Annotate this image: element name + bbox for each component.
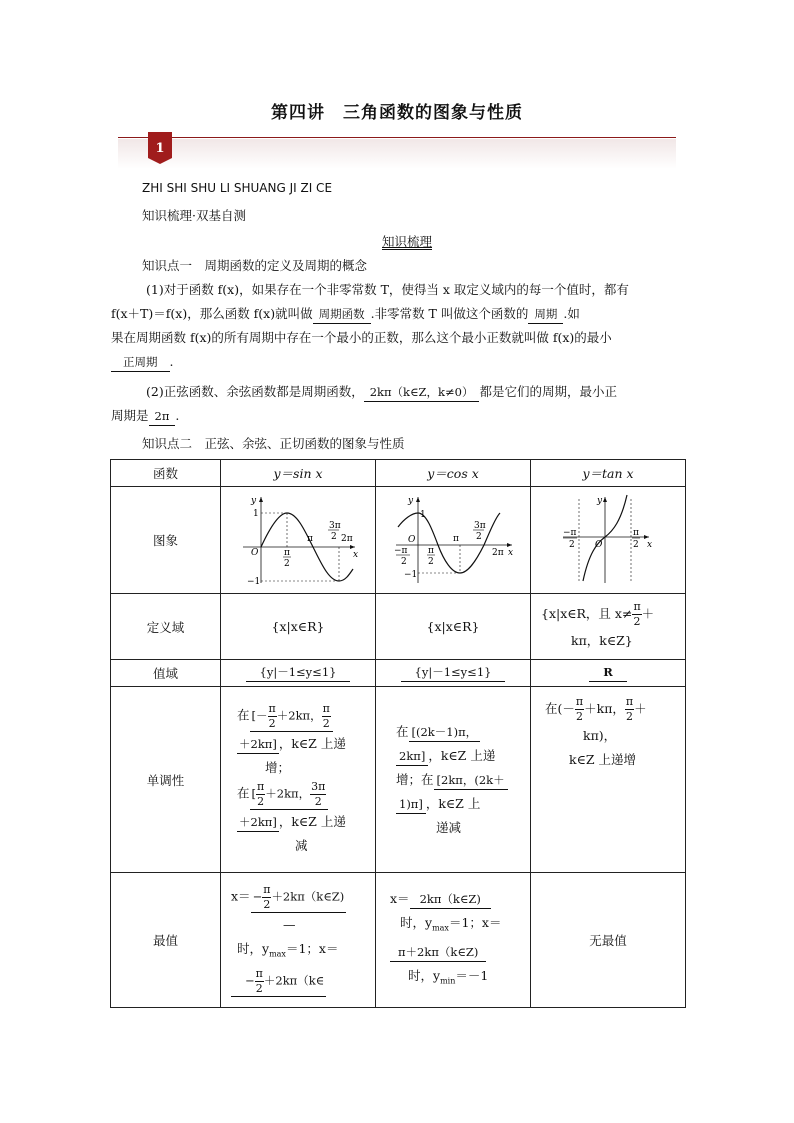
tan-graph-label-pi-over-2-den: 2 [633, 539, 639, 550]
monotonic-tan: 在(－ $\frac{\pi}{2}$ ＋kπ， $\frac{\pi}{2}$ ＋ kπ)， k∈Z 上递增 [531, 687, 686, 873]
domain-tan-den: 2 [633, 615, 641, 628]
header-function: 函数 [111, 460, 221, 487]
cos-graph-label-pi: π [453, 533, 459, 544]
kp1-p2-line1 [146, 380, 691, 404]
cos-graph-label-neg-pi-num: −π [394, 545, 408, 556]
cos-graph-label-3pi-den: 2 [476, 531, 482, 542]
kp1-p2-c: 周期是 [111, 408, 149, 423]
kp1-p1-d: .如 [563, 306, 580, 321]
table-header-row [111, 460, 686, 487]
title-rule-shadow [118, 139, 676, 169]
cos-graph-label-2pi: 2π [492, 547, 504, 558]
subheading: 知识梳理 [382, 234, 433, 249]
sin-graph-label-neg1: −1 [247, 576, 261, 587]
kp1-p1-f: . [169, 354, 174, 369]
kp1-title: 知识点一 周期函数的定义及周期的概念 [142, 258, 368, 273]
domain-tan-b: ＋ [641, 606, 655, 621]
header-sin: y＝sin x [221, 460, 376, 487]
blank-2kpi: 2kπ（k∈Z，k≠0） [364, 384, 480, 402]
kp1-p2-a: (2)正弦函数、余弦函数都是周期函数， [146, 384, 364, 399]
row-graph [111, 487, 686, 594]
kp1-p1-b: f(x＋T)＝f(x)，那么函数 f(x)就叫做 [111, 306, 313, 321]
range-sin: {y|－1≤y≤1} [246, 664, 351, 682]
domain-tan-fraction [632, 600, 641, 629]
trig-table [110, 459, 686, 1008]
cos-graph-label-pi-over-2-den: 2 [428, 556, 434, 567]
kp1-para1 [111, 278, 687, 374]
blank-min-period: 正周期 [111, 354, 170, 372]
domain-tan-num: π [633, 600, 641, 613]
domain-tan-a: {x|x∈R，且 x≠ [541, 606, 633, 621]
cos-graph-label-y: y [408, 495, 414, 506]
label-graph: 图象 [111, 487, 221, 594]
kp1-p1-c: .非零常数 T 叫做这个函数的 [370, 306, 529, 321]
section-pinyin: ZHI SHI SHU LI SHUANG JI ZI CE [142, 181, 333, 195]
row-monotonic [111, 687, 686, 873]
graph-cos-cell [376, 487, 531, 594]
sin-graph-label-origin: O [251, 547, 259, 558]
extrema-tan: 无最值 [531, 873, 686, 1008]
range-cos-cell [376, 660, 531, 687]
monotonic-sin: 在 [－ $\frac{\pi}{2}$ ＋2kπ， $\frac{\pi}{2}$ ＋2kπ] ，k∈Z 上递 增； 在 [ $\frac{\pi}{2}$ ＋2kπ， $\frac{3\pi}{2}$ ＋2kπ] ，k∈Z 上递 减 [221, 687, 376, 873]
title-rule [118, 137, 676, 138]
tan-graph [543, 491, 673, 587]
blank-periodic-function: 周期函数 [313, 306, 371, 324]
sin-graph-label-pi-over-2-den: 2 [284, 558, 290, 569]
domain-tan [531, 594, 686, 660]
sin-graph-label-pi: π [307, 533, 313, 544]
cos-graph-label-neg-pi-den: 2 [401, 556, 407, 567]
kp1-p2-d: . [175, 408, 180, 423]
graph-sin-cell [221, 487, 376, 594]
cos-graph-label-3pi-num: 3π [474, 520, 486, 531]
sin-graph [233, 491, 363, 587]
kp1-p1-line2 [111, 302, 687, 326]
range-cos: {y|－1≤y≤1} [401, 664, 506, 682]
tan-graph-label-neg-pi-den: 2 [569, 539, 575, 550]
sin-graph-label-3pi-den: 2 [331, 531, 337, 542]
cos-graph-label-neg1: −1 [404, 569, 418, 580]
domain-cos: {x|x∈R} [376, 594, 531, 660]
badge-number: 1 [155, 141, 165, 156]
kp1-p1-line4 [111, 350, 687, 374]
label-monotonic: 单调性 [111, 687, 221, 873]
sin-graph-label-1: 1 [253, 508, 259, 519]
cos-graph-label-x: x [508, 547, 514, 558]
header-cos: y＝cos x [376, 460, 531, 487]
section-number-badge [148, 132, 172, 164]
monotonic-cos: 在 [(2k－1)π， 2kπ] ，k∈Z 上递 增；在 [2kπ，(2k＋ 1)π] ，k∈Z 上 递减 [376, 687, 531, 873]
label-range: 值域 [111, 660, 221, 687]
sin-graph-label-y: y [251, 495, 257, 506]
tan-graph-label-neg-pi-num: −π [563, 527, 577, 538]
kp1-p1-line1: (1)对于函数 f(x)，如果存在一个非零常数 T，使得当 x 取定义域内的每一个值时，都有 [146, 282, 629, 297]
sin-graph-label-3pi-num: 3π [329, 520, 341, 531]
extrema-cos: x＝ 2kπ（k∈Z) 时，$y_{max}=1$；x＝ π＋2kπ（k∈Z) 时，$y_{min}=-1$ [376, 873, 531, 1008]
sin-graph-label-pi-over-2-num: π [284, 547, 290, 558]
cos-graph-label-1: 1 [420, 509, 426, 520]
tan-graph-label-x: x [647, 539, 653, 550]
tan-graph-label-pi-over-2-num: π [633, 527, 639, 538]
extrema-sin: x＝ − $\frac{\pi}{2}$ ＋2kπ（k∈Z) — 时，$y_{max}=1$；x＝ − $\frac{\pi}{2}$ ＋2kπ（k∈ [221, 873, 376, 1008]
cos-graph-label-pi-over-2-num: π [428, 545, 434, 556]
kp1-p2-line2 [111, 404, 691, 428]
cos-graph [388, 491, 518, 587]
kp1-p2-b: 都是它们的周期，最小正 [479, 384, 617, 399]
range-tan: R [589, 664, 627, 682]
header-tan: y＝tan x [531, 460, 686, 487]
kp1-para2 [111, 380, 691, 428]
kp2-title: 知识点二 正弦、余弦、正切函数的图象与性质 [142, 436, 405, 451]
tan-graph-label-y: y [597, 495, 603, 506]
section-name: 知识梳理·双基自测 [142, 208, 246, 223]
row-extrema [111, 873, 686, 1008]
domain-tan-c: kπ，k∈Z} [571, 633, 633, 648]
range-sin-cell [221, 660, 376, 687]
row-range [111, 660, 686, 687]
tan-graph-label-origin: O [595, 539, 603, 550]
sin-graph-label-2pi: 2π [341, 533, 353, 544]
domain-sin: {x|x∈R} [221, 594, 376, 660]
label-domain: 定义域 [111, 594, 221, 660]
blank-2pi: 2π [149, 408, 176, 426]
sin-graph-label-x: x [353, 549, 359, 560]
page-title: 第四讲 三角函数的图象与性质 [271, 103, 523, 123]
graph-tan-cell [531, 487, 686, 594]
row-domain [111, 594, 686, 660]
range-tan-cell [531, 660, 686, 687]
kp1-p1-line3: 果在周期函数 f(x)的所有周期中存在一个最小的正数，那么这个最小正数就叫做 f(x)的最小 [111, 330, 612, 345]
blank-period: 周期 [528, 306, 563, 324]
cos-graph-label-origin: O [408, 534, 416, 545]
label-extrema: 最值 [111, 873, 221, 1008]
